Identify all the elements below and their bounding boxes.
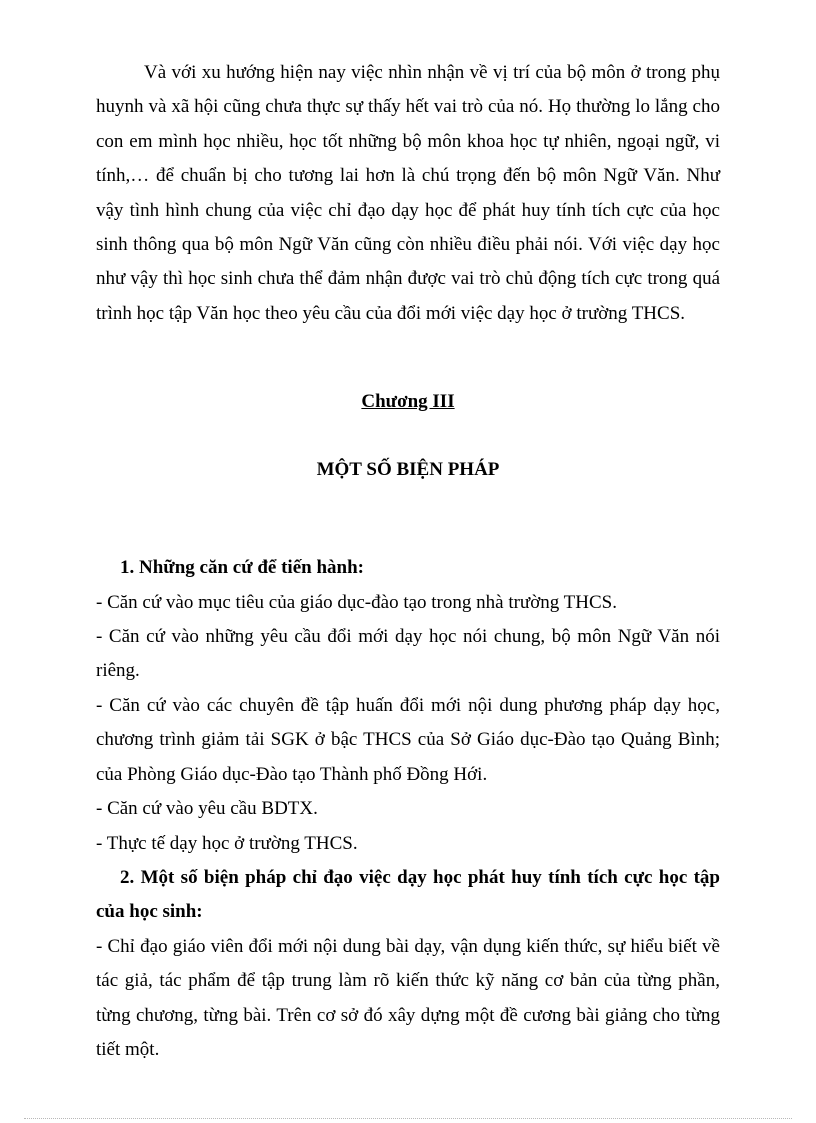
section2-item-1: - Chỉ đạo giáo viên đổi mới nội dung bài dạy, vận dụng kiến thức, sự hiểu biết về tác giả, tác phẩm để tập trung làm rõ kiến thức kỹ năng cơ bản của từng phần, từng chương, từng bài. Trên cơ sở đó xây dựng một đề cương bài giảng cho từng tiết một. — [96, 935, 720, 1060]
section1-item-3: - Căn cứ vào các chuyên đề tập huấn đổi mới nội dung phương pháp dạy học, chương trình giảm tải SGK ở bậc THCS của Sở Giáo dục-Đào tạo Quảng Bình; của Phòng Giáo dục-Đào tạo Thành phố Đồng Hới. — [96, 694, 720, 785]
document-page — [96, 56, 720, 1067]
section1-item-2: - Căn cứ vào những yêu cầu đổi mới dạy học nói chung, bộ môn Ngữ Văn nói riêng. — [96, 626, 720, 682]
section2-heading: 2. Một số biện pháp chỉ đạo việc dạy học phát huy tính tích cực học tập của học sinh: — [96, 866, 720, 923]
page-bottom-rule — [24, 1118, 792, 1119]
section1-heading: 1. Những căn cứ để tiến hành: — [120, 557, 364, 579]
chapter-label — [96, 391, 720, 413]
chapter-title: MỘT SỐ BIỆN PHÁP — [316, 459, 500, 481]
section1-item-1: - Căn cứ vào mục tiêu của giáo dục-đào tạo trong nhà trường THCS. — [96, 591, 617, 613]
chapter-label-text: Chương III — [361, 391, 455, 413]
intro-paragraph: Và với xu hướng hiện nay việc nhìn nhận về vị trí của bộ môn ở trong phụ huynh và xã hội cũng chưa thực sự thấy hết vai trò của nó. Họ thường lo lắng cho con em mình học nhiều, học tốt những bộ môn khoa học tự nhiên, ngoại ngữ, vi tính,… để chuẩn bị cho tương lai hơn là chú trọng đến bộ môn Ngữ Văn. Như vậy tình hình chung của việc chỉ đạo dạy học để phát huy tính tích cực của học sinh thông qua bộ môn Ngữ Văn cũng còn nhiều điều phải nói. Với việc dạy học như vậy thì học sinh chưa thể đảm nhận được vai trò chủ động tích cực trong quá trình học tập Văn học theo yêu cầu của đổi mới việc dạy học ở trường THCS. — [96, 62, 720, 324]
section1-item-4: - Căn cứ vào yêu cầu BDTX. — [96, 798, 318, 820]
section1-item-5: - Thực tế dạy học ở trường THCS. — [96, 832, 358, 854]
chapter-block — [96, 331, 720, 531]
